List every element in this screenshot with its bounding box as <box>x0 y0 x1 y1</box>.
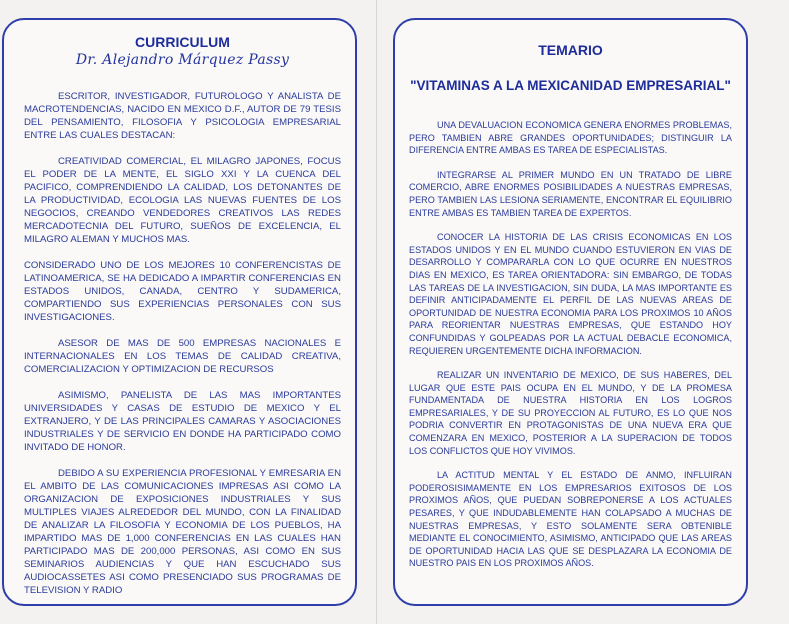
curriculum-paragraph: ASESOR DE MAS DE 500 EMPRESAS NACIONALES E INTERNACIONALES EN LOS TEMAS DE CALIDAD CREATIVA, COMERCIALIZACION Y OPTIMIZACION DE RECURSOS <box>24 338 341 375</box>
author-name: Dr. Alejandro Márquez Passy <box>75 52 290 68</box>
curriculum-paragraph: CREATIVIDAD COMERCIAL, EL MILAGRO JAPONES, FOCUS EL PODER DE LA MENTE, EL SIGLO XXI Y LA CUENCA DEL PACIFICO, COMPRENDIENDO LA CALIDAD, LOS DETONANTES DE LA PRODUCTIVIDAD, ECOLOGIA LAS NUEVAS FUENTES DE LOS NEGOCIOS, CREANDO VENDEDORES CREATIVOS LAS REDES MERCADOTECNIA DEL FUTURO, SUEÑOS DE EXCELENCIA, EL MILAGRO ALEMAN Y MUCHOS MAS. <box>24 156 341 245</box>
curriculum-paragraph: CONSIDERADO UNO DE LOS MEJORES 10 CONFERENCISTAS DE LATINOAMERICA, SE HA DEDICADO A IMPARTIR CONFERENCIAS EN ESTADOS UNIDOS, CANADA, CENTRO Y SUDAMERICA, COMPARTIENDO SUS EXPERIENCIAS PERSONALES CON SUS INVESTIGACIONES. <box>24 260 341 323</box>
temario-paragraph: CONOCER LA HISTORIA DE LAS CRISIS ECONOMICAS EN LOS ESTADOS UNIDOS Y EN EL MUNDO CUANDO ESTUVIERON EN VIAS DE DESARROLLO Y COMPARARLA CON LO QUE OCURRE EN NUESTROS DIAS EN MEXICO, ES TAREA ORIENTADORA: SIN EMBARGO, DE TODAS LAS TAREAS DE LA INVESTIGACION, SIN DUDA, LA MAS IMPORTANTE ES DEFINIR ANTICIPADAMENTE EL PERFIL DE LAS NUEVAS AREAS DE OPORTUNIDAD DE NUESTRA ECONOMIA PARA LOS PROXIMOS 10 AÑOS PARA REORIENTAR NUESTRAS EMPRESAS, QUE ESTANDO HOY CONFUNDIDAS Y GOLPEADAS POR LA ACTUAL DEBACLE ECONOMICA, REQUIEREN URGENTEMENTE DICHA INFORMACION. <box>409 232 732 356</box>
curriculum-title: CURRICULUM <box>135 34 230 50</box>
temario-subtitle: "VITAMINAS A LA MEXICANIDAD EMPRESARIAL" <box>410 78 731 93</box>
temario-paragraph: INTEGRARSE AL PRIMER MUNDO EN UN TRATADO DE LIBRE COMERCIO, ABRE ENORMES POSIBILIDADES A NUESTRAS EMPRESAS, PERO TAMBIEN LAS LESIONA SERIAMENTE, ENCONTRAR EL EQUILIBRIO ENTRE AMBAS ES TAMBIEN TAREA DE EXPERTOS. <box>409 169 732 218</box>
temario-paragraph: REALIZAR UN INVENTARIO DE MEXICO, DE SUS HABERES, DEL LUGAR QUE ESTE PAIS OCUPA EN EL MUNDO, Y DE LA PROMESA FUNDAMENTADA DE NUESTRA HISTORIA EN LOS LOGROS EMPRESARIALES, Y DE SU PROYECCION AL FUTURO, ES LO QUE NOS PODRIA CONVERTIR EN PROTAGONISTAS DE UNA NUEVA ERA QUE COMENZARA EN MEXICO, POSTERIOR A LA SUPERACION DE TODOS LOS CONFLICTOS QUE HOY VIVIMOS. <box>409 370 732 456</box>
curriculum-panel <box>2 18 357 606</box>
temario-title: TEMARIO <box>538 42 603 58</box>
curriculum-paragraph: DEBIDO A SU EXPERIENCIA PROFESIONAL Y EMRESARIA EN EL AMBITO DE LAS COMUNICACIONES IMPRESAS ASI COMO LA ORGANIZACION DE EXPOSICIONES INDUSTRIALES Y SUS MULTIPLES VIAJES ALREDEDOR DEL MUNDO, CON LA FINALIDAD DE ANALIZAR LA FILOSOFIA Y ECONOMIA DE LOS PUEBLOS, HA IMPARTIDO MAS DE 1,000 CONFERENCIAS EN LAS CUALES HAN PARTICIPADO MAS DE 200,000 PERSONAS, ASI COMO EN SUS SEMINARIOS AUDIENCIAS Y QUE HAN ESCUCHADO SUS AUDIOCASSETES ASI COMO PRESENCIADO SUS PROGRAMAS DE TELEVISION Y RADIO <box>24 468 341 596</box>
temario-paragraph: UNA DEVALUACION ECONOMICA GENERA ENORMES PROBLEMAS, PERO TAMBIEN ABRE GRANDES OPORTUNIDADES; DISTINGUIR LA DIFERENCIA ENTRE AMBAS ES TAREA DE ESPECIALISTAS. <box>409 120 732 156</box>
temario-panel <box>393 18 748 606</box>
page-fold <box>376 0 377 624</box>
temario-paragraph: LA ACTITUD MENTAL Y EL ESTADO DE ANMO, INFLUIRAN PODEROSISIMAMENTE EN LOS EMPRESARIOS EXITOSOS DE LOS PROXIMOS AÑOS, QUE PUEDAN SOBREPONERSE A LOS ACTUALES PESARES, Y QUE INDUDABLEMENTE HAN COLAPSADO A MUCHAS DE NUESTRAS EMPRESAS, Y ESTO SOLAMENTE SERA OBTENIBLE MEDIANTE EL CONOCIMIENTO, ASIMISMO, ANTICIPADO QUE LAS AREAS DE OPORTUNIDAD HACIA LAS QUE SE DESPLAZARA LA ECONOMIA DE NUESTRO PAIS EN LOS PROXIMOS AÑOS. <box>409 470 732 569</box>
curriculum-paragraph: ESCRITOR, INVESTIGADOR, FUTUROLOGO Y ANALISTA DE MACROTENDENCIAS, NACIDO EN MEXICO D.F., AUTOR DE 79 TESIS DEL PENSAMIENTO, FILOSOFIA Y PSICOLOGIA EMPRESARIAL ENTRE LAS CUALES DESTACAN: <box>24 91 341 141</box>
curriculum-paragraph: ASIMISMO, PANELISTA DE LAS MAS IMPORTANTES UNIVERSIDADES Y CASAS DE ESTUDIO DE MEXICO Y EL EXTRANJERO, Y DE LAS PRINCIPALES CAMARAS Y ASOCIACIONES INDUSTRIALES Y DE SERVICIO EN DONDE HA PARTICIPADO COMO INVITADO DE HONOR. <box>24 390 341 453</box>
